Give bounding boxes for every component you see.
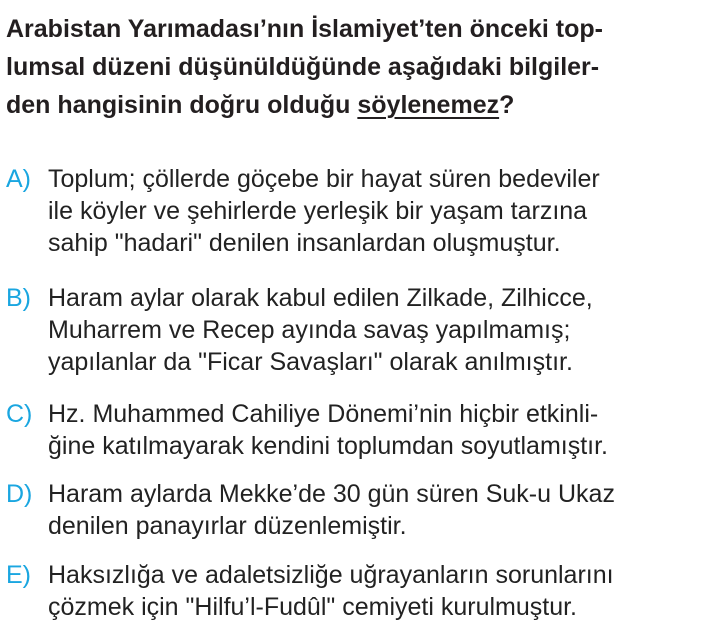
question-line-3 bbox=[6, 86, 696, 124]
question-end: ? bbox=[499, 91, 515, 119]
option-e-line-1: Haksızlığa ve adaletsizliğe uğrayanların sorunlarını bbox=[48, 561, 614, 589]
option-a-line-3: sahip "hadari" denilen insanlardan oluşmuştur. bbox=[48, 229, 561, 257]
option-c-letter: C) bbox=[6, 400, 33, 428]
question-line-2: lumsal düzeni düşünüldüğünde aşağıdaki bilgiler- bbox=[6, 53, 600, 81]
option-b-text bbox=[48, 282, 696, 378]
question-line-3-text: den hangisinin doğru olduğu bbox=[6, 91, 351, 119]
option-e-line-2: çözmek için "Hilfu’l-Fudûl" cemiyeti kurulmuştur. bbox=[48, 593, 578, 621]
option-a[interactable] bbox=[6, 163, 696, 259]
option-a-letter: A) bbox=[6, 165, 31, 193]
option-e-text bbox=[48, 559, 696, 623]
question-line-1: Arabistan Yarımadası’nın İslamiyet’ten önceki top- bbox=[6, 15, 603, 43]
option-a-text bbox=[48, 163, 696, 259]
option-b[interactable] bbox=[6, 282, 696, 378]
option-d-line-1: Haram aylarda Mekke’de 30 gün süren Suk-u Ukaz bbox=[48, 480, 615, 508]
question-stem bbox=[6, 10, 696, 124]
option-b-line-1: Haram aylar olarak kabul edilen Zilkade, Zilhicce, bbox=[48, 284, 593, 312]
option-c-line-1: Hz. Muhammed Cahiliye Dönemi’nin hiçbir etkinli- bbox=[48, 400, 599, 428]
option-c-line-2: ğine katılmayarak kendini toplumdan soyutlamıştır. bbox=[48, 432, 608, 460]
option-a-line-2: ile köyler ve şehirlerde yerleşik bir yaşam tarzına bbox=[48, 197, 588, 225]
option-a-line-1: Toplum; çöllerde göçebe bir hayat süren bedeviler bbox=[48, 165, 600, 193]
option-d-text bbox=[48, 478, 696, 542]
question-emphasis: söylenemez bbox=[357, 91, 500, 119]
option-e[interactable] bbox=[6, 559, 696, 623]
option-b-line-3: yapılanlar da "Ficar Savaşları" olarak anılmıştır. bbox=[48, 348, 573, 376]
option-b-letter: B) bbox=[6, 284, 31, 312]
option-d-letter: D) bbox=[6, 480, 33, 508]
option-c-text bbox=[48, 398, 696, 462]
option-d-line-2: denilen panayırlar düzenlemiştir. bbox=[48, 512, 407, 540]
option-c[interactable] bbox=[6, 398, 696, 462]
option-b-line-2: Muharrem ve Recep ayında savaş yapılmamış; bbox=[48, 316, 571, 344]
option-e-letter: E) bbox=[6, 561, 31, 589]
option-d[interactable] bbox=[6, 478, 696, 542]
